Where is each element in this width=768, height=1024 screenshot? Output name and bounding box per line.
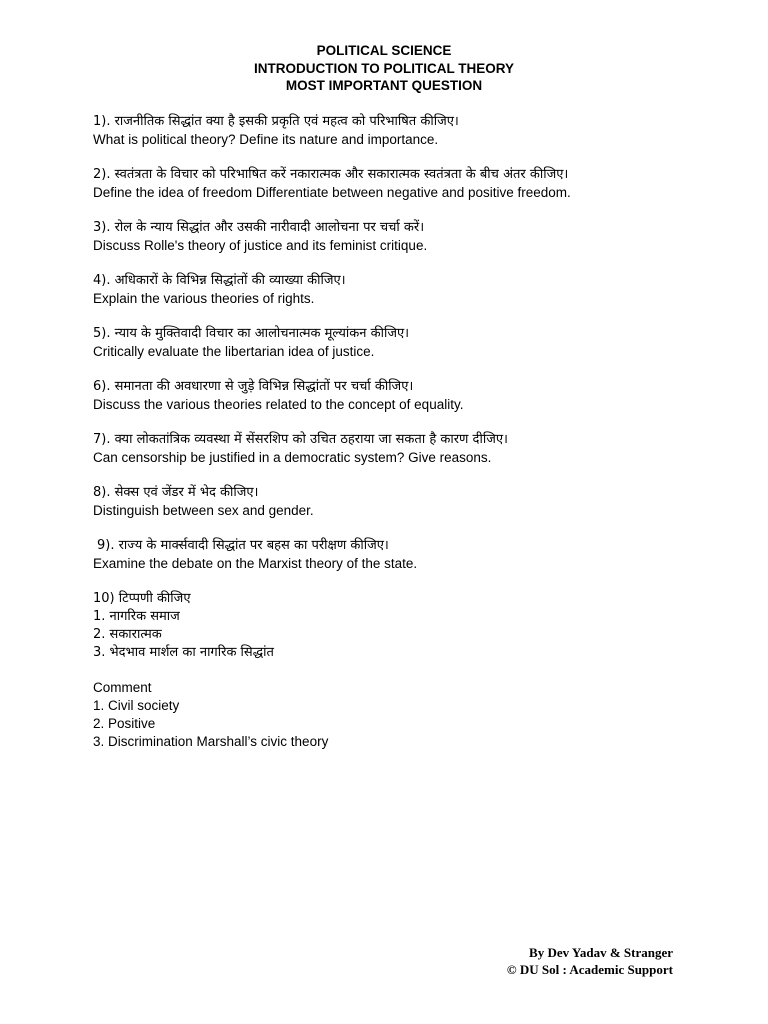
question-item: [93, 484, 733, 520]
question-hindi: 2). स्वतंत्रता के विचार को परिभाषित करें नकारात्मक और सकारात्मक स्वतंत्रता के बीच अंतर कीजिए।: [93, 167, 569, 182]
document-subtitle: MOST IMPORTANT QUESTION: [285, 78, 483, 93]
comment-english-title: Comment: [93, 680, 152, 695]
question-hindi: 6). समानता की अवधारणा से जुड़े विभिन्न सिद्धांतों पर चर्चा कीजिए।: [93, 379, 414, 394]
question-item: [93, 113, 733, 149]
question-english: Can censorship be justified in a democratic system? Give reasons.: [93, 450, 492, 465]
author-line: By Dev Yadav & Stranger: [529, 945, 673, 960]
comment-hindi-item: 2. सकारात्मक: [93, 627, 162, 642]
question-english: Discuss Rolle's theory of justice and its feminist critique.: [93, 238, 428, 253]
comment-hindi-item: 1. नागरिक समाज: [93, 609, 180, 624]
subject-title: POLITICAL SCIENCE: [316, 43, 452, 58]
question-english: Examine the debate on the Marxist theory of the state.: [93, 556, 418, 571]
comment-hindi-title: 10) टिप्पणी कीजिए: [93, 591, 191, 606]
author-credit: [507, 944, 673, 978]
question-english: Define the idea of freedom Differentiate between negative and positive freedom.: [93, 185, 571, 200]
question-item: [93, 166, 733, 202]
question-english: What is political theory? Define its nature and importance.: [93, 132, 439, 147]
copyright-line: © DU Sol : Academic Support: [506, 962, 673, 977]
question-hindi: 4). अधिकारों के विभिन्न सिद्धांतों की व्याख्या कीजिए।: [93, 273, 346, 288]
question-hindi: 3). रोल के न्याय सिद्धांत और उसकी नारीवादी आलोचना पर चर्चा करें।: [93, 220, 425, 235]
paper-title: INTRODUCTION TO POLITICAL THEORY: [253, 60, 514, 76]
comment-english-item: 1. Civil society: [93, 698, 180, 713]
question-english: Critically evaluate the libertarian idea of justice.: [93, 344, 375, 359]
question-item: [93, 537, 733, 573]
question-hindi: 8). सेक्स एवं जेंडर में भेद कीजिए।: [93, 485, 259, 500]
question-item: [93, 325, 733, 361]
comment-english-block: [93, 679, 733, 751]
document-header: [0, 42, 768, 95]
question-item: [93, 378, 733, 414]
question-item: [93, 272, 733, 308]
question-item: [93, 431, 733, 467]
question-hindi: 9). राज्य के मार्क्सवादी सिद्धांत पर बहस का परीक्षण कीजिए।: [97, 538, 389, 553]
comment-hindi-item: 3. भेदभाव मार्शल का नागरिक सिद्धांत: [93, 645, 274, 660]
comment-english-item: 3. Discrimination Marshall’s civic theory: [93, 734, 329, 749]
question-hindi: 7). क्या लोकतांत्रिक व्यवस्था में सेंसरशिप को उचित ठहराया जा सकता है कारण दीजिए।: [93, 432, 508, 447]
question-english: Discuss the various theories related to the concept of equality.: [93, 397, 464, 412]
question-english: Distinguish between sex and gender.: [93, 503, 314, 518]
comment-english-item: 2. Positive: [93, 716, 156, 731]
question-hindi: 1). राजनीतिक सिद्धांत क्या है इसकी प्रकृति एवं महत्व को परिभाषित कीजिए।: [93, 114, 459, 129]
question-item: [93, 219, 733, 255]
question-hindi: 5). न्याय के मुक्तिवादी विचार का आलोचनात्मक मूल्यांकन कीजिए।: [93, 326, 410, 341]
question-english: Explain the various theories of rights.: [93, 291, 315, 306]
comment-hindi-block: [93, 590, 733, 662]
question-list: [93, 113, 733, 768]
